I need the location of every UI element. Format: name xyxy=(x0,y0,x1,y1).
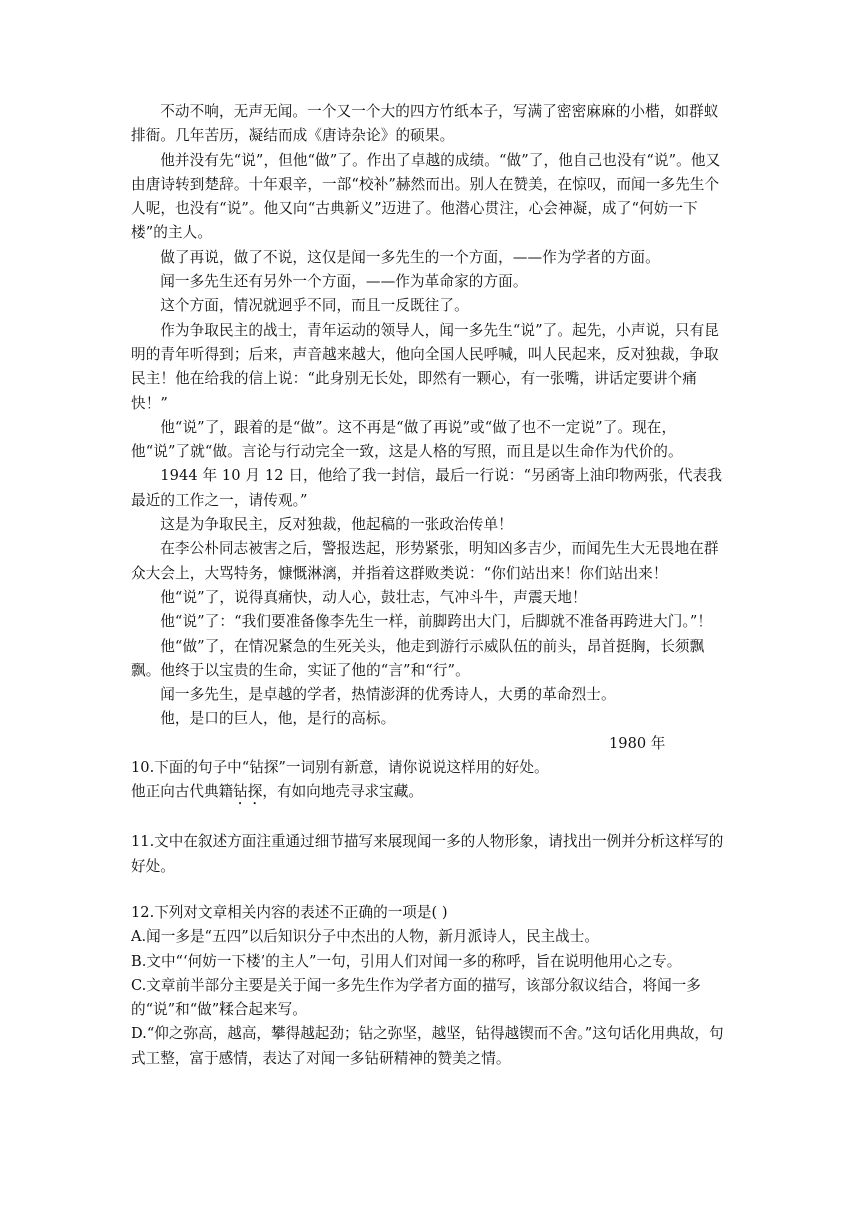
question-10-prompt: 10.下面的句子中“钻探”一词别有新意，请你说说这样用的好处。 xyxy=(131,759,549,777)
option-b: B.文中“‘何妨一下楼’的主人”一句，引用人们对闻一多的称呼，旨在说明他用心之专。 xyxy=(131,952,682,970)
answer-space xyxy=(131,879,731,901)
article-paragraph: 他并没有先“说”，但他“做”了。作出了卓越的成绩。“做”了，他自己也没有“说”。他又由唐诗转到楚辞。十年艰辛，一部“校补”赫然而出。别人在赞美，在惊叹，而闻一多先生个人呢，也没有“说”。他又向“古典新义”迈进了。他潜心贯注，心会神凝，成了“何妨一下楼”的主人。 xyxy=(131,151,721,242)
article-paragraph: 闻一多先生还有另外一个方面，——作为革命家的方面。 xyxy=(160,273,528,291)
article-paragraph: 闻一多先生，是卓越的学者，热情澎湃的优秀诗人，大勇的革命烈士。 xyxy=(160,686,616,704)
article-paragraph: 这个方面，情况就迥乎不同，而且一反既往了。 xyxy=(160,297,469,315)
article-date: 1980 年 xyxy=(609,734,666,752)
document-page xyxy=(131,100,731,1071)
article-paragraph: 他“说”了，跟着的是“做”。这不再是“做了再说”或“做了也不一定说”了。现在，他“说”了就“做。言论与行动完全一致，这是人格的写照，而且是以生命作为代价的。 xyxy=(131,418,683,461)
article-paragraph: 作为争取民主的战士，青年运动的领导人，闻一多先生“说”了。起先，小声说，只有昆明的青年听得到；后来，声音越来越大，他向全国人民呼喊，叫人民起来，反对独裁，争取民主！他在给我的信上说：“此身别无长处，即然有一颗心，有一张嘴，讲话定要讲个痛快！” xyxy=(131,321,719,412)
question-10 xyxy=(131,756,731,808)
article-paragraph: 不动不响，无声无闻。一个又一个大的四方竹纸本子，写满了密密麻麻的小楷，如群蚁排衙。几年苦历，凝结而成《唐诗杂论》的硕果。 xyxy=(131,103,719,145)
article-paragraph: 这是为争取民主，反对独裁，他起稿的一张政治传单！ xyxy=(160,516,513,534)
emphasized-word: 钻探 xyxy=(233,783,263,801)
question-12 xyxy=(131,901,731,1071)
option-c: C.文章前半部分主要是关于闻一多先生作为学者方面的描写，该部分叙议结合，将闻一多的“说”和“做”糅合起来写。 xyxy=(131,976,701,1019)
article-body xyxy=(131,100,731,756)
question-11-prompt: 11.文中在叙述方面注重通过细节描写来展现闻一多的人物形象，请找出一例并分析这样写的好处。 xyxy=(131,833,724,875)
answer-space xyxy=(131,808,731,830)
question-10-sentence xyxy=(131,780,731,808)
sentence-after: ，有如向地壳寻求宝藏。 xyxy=(262,783,423,801)
article-paragraph: 他“说”了：“我们要准备像李先生一样，前脚跨出大门，后脚就不准备再跨进大门。”！ xyxy=(160,613,713,631)
article-paragraph: 他，是口的巨人，他，是行的高标。 xyxy=(160,710,396,728)
question-11 xyxy=(131,830,731,879)
question-12-prompt: 12.下列对文章相关内容的表述不正确的一项是( ) xyxy=(131,903,448,921)
option-a: A.闻一多是“五四”以后知识分子中杰出的人物，新月派诗人，民主战士。 xyxy=(131,928,599,946)
article-paragraph: 在李公朴同志被害之后，警报迭起，形势紧张，明知凶多吉少，而闻先生大无畏地在群众大会上，大骂特务，慷慨淋漓，并指着这群败类说：“你们站出来！你们站出来！ xyxy=(131,540,719,582)
sentence-before: 他正向古代典籍 xyxy=(131,783,234,801)
article-paragraph: 做了再说，做了不说，这仅是闻一多先生的一个方面，——作为学者的方面。 xyxy=(160,248,660,266)
option-d: D.“仰之弥高，越高，攀得越起劲；钻之弥坚，越坚，钻得越锲而不舍。”这句话化用典故，句式工整，富于感情，表达了对闻一多钻研精神的赞美之情。 xyxy=(131,1025,724,1067)
article-paragraph: 他“做”了，在情况紧急的生死关头，他走到游行示威队伍的前头，昂首挺胸，长须飘飘。他终于以宝贵的生命，实证了他的“言”和“行”。 xyxy=(131,637,705,679)
article-paragraph: 1944 年 10 月 12 日，他给了我一封信，最后一行说：“另函寄上油印物两张，代表我最近的工作之一，请传观。” xyxy=(131,467,723,509)
article-paragraph: 他“说”了，说得真痛快，动人心，鼓壮志，气冲斗牛，声震天地！ xyxy=(160,588,587,606)
